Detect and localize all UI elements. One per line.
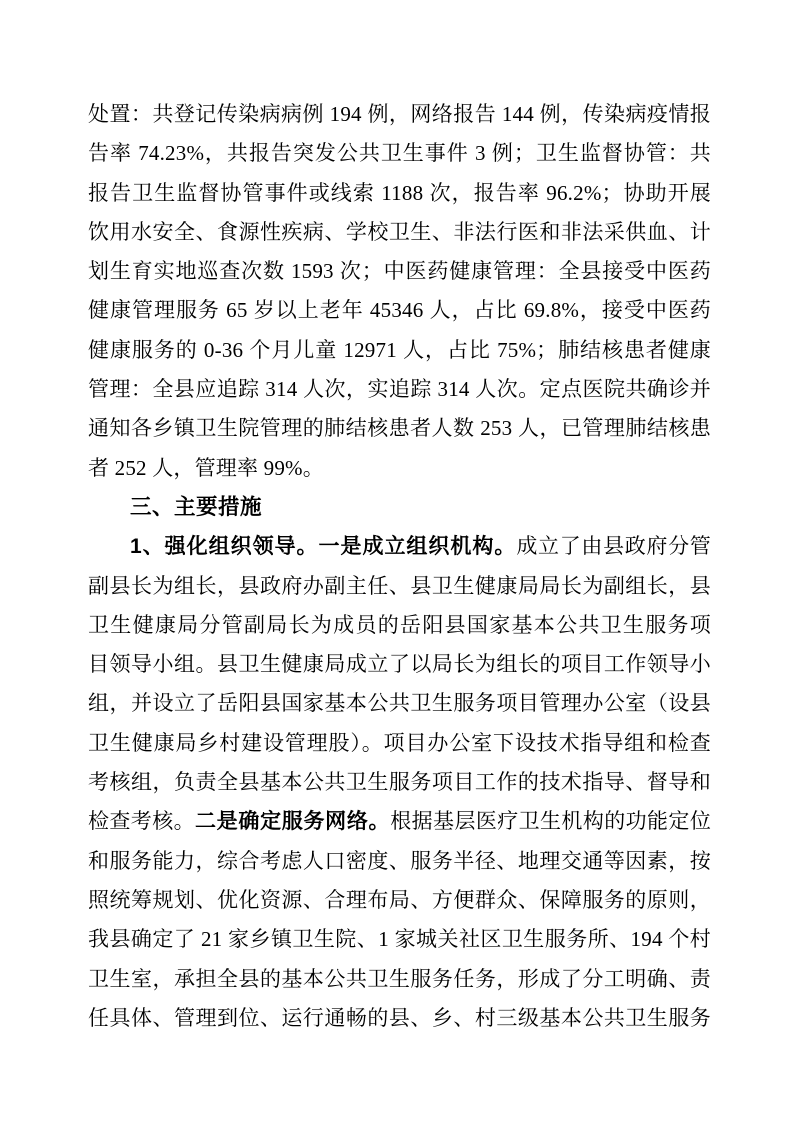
para-measure1-line-5 <box>88 684 711 723</box>
text-segment: 处置：共登记传染病病例 194 例，网络报告 144 例，传染病疫情报 <box>88 102 711 126</box>
para-measure1-line-12 <box>88 960 711 999</box>
para-overview-line-6 <box>88 291 711 330</box>
text-segment: 管理：全县应追踪 314 人次，实追踪 314 人次。定点医院共确诊并 <box>88 377 711 402</box>
para-overview-line-2 <box>88 134 711 173</box>
text-segment: 卫生健康局乡村建设管理股）。项目办公室下设技术指导组和检查 <box>88 730 711 755</box>
text-segment: 组，并设立了岳阳县国家基本公共卫生服务项目管理办公室（设县 <box>88 691 711 716</box>
text-segment: 健康服务的 0-36 个月儿童 12971 人，占比 75%；肺结核患者健康 <box>88 337 711 362</box>
para-overview-line-8 <box>88 370 711 409</box>
para-measure1-line-1 <box>88 527 711 566</box>
heading-main-measures <box>88 488 711 527</box>
para-measure1-line-9 <box>88 842 711 881</box>
text-segment: 考核组，负责全县基本公共卫生服务项目工作的技术指导、督导和 <box>88 770 711 795</box>
para-measure1-line-4 <box>88 645 711 684</box>
text-segment: 成立了由县政府分管 <box>516 534 711 559</box>
text-segment: 卫生室，承担全县的基本公共卫生服务任务，形成了分工明确、责 <box>88 966 711 991</box>
para-measure1-line-10 <box>88 881 711 920</box>
text-segment: 根据基层医疗卫生机构的功能定位 <box>390 809 712 834</box>
para-measure1-line-8 <box>88 802 711 841</box>
text-segment: 我县确定了 21 家乡镇卫生院、1 家城关社区卫生服务所、194 个村 <box>88 927 711 952</box>
text-segment: 饮用水安全、食源性疾病、学校卫生、非法行医和非法采供血、计 <box>88 219 711 244</box>
bold-text-segment: 三、主要措施 <box>130 494 263 519</box>
para-measure1-line-13 <box>88 999 711 1038</box>
text-segment: 照统筹规划、优化资源、合理布局、方便群众、保障服务的原则， <box>88 887 711 912</box>
text-segment: 健康管理服务 65 岁以上老年 45346 人，占比 69.8%，接受中医药 <box>88 298 711 323</box>
para-overview-line-9 <box>88 409 711 448</box>
para-measure1-line-2 <box>88 567 711 606</box>
text-segment: 卫生健康局分管副局长为成员的岳阳县国家基本公共卫生服务项 <box>88 612 711 637</box>
text-segment: 目领导小组。县卫生健康局成立了以局长为组长的项目工作领导小 <box>88 652 711 677</box>
document-text-block <box>88 95 711 1038</box>
bold-text-segment: 二是确定服务网络。 <box>194 810 391 834</box>
para-overview-line-5 <box>88 252 711 291</box>
para-measure1-line-6 <box>88 724 711 763</box>
text-segment: 检查考核。 <box>88 809 195 834</box>
text-segment: 副县长为组长，县政府办副主任、县卫生健康局局长为副组长，县 <box>88 573 711 598</box>
text-segment: 通知各乡镇卫生院管理的肺结核患者人数 253 人，已管理肺结核患 <box>88 416 711 441</box>
text-segment: 和服务能力，综合考虑人口密度、服务半径、地理交通等因素，按 <box>88 848 711 873</box>
text-segment: 划生育实地巡查次数 1593 次；中医药健康管理：全县接受中医药 <box>88 259 711 284</box>
text-segment: 报告卫生监督协管事件或线索 1188 次，报告率 96.2%；协助开展 <box>88 180 711 205</box>
para-measure1-line-11 <box>88 920 711 959</box>
para-overview-line-1 <box>88 95 711 134</box>
text-segment: 者 252 人，管理率 99%。 <box>88 455 324 480</box>
para-overview-line-10 <box>88 449 711 488</box>
para-overview-line-4 <box>88 213 711 252</box>
para-overview-line-3 <box>88 174 711 213</box>
para-measure1-line-3 <box>88 606 711 645</box>
text-segment: 任具体、管理到位、运行通畅的县、乡、村三级基本公共卫生服务 <box>88 1005 711 1030</box>
para-measure1-line-7 <box>88 763 711 802</box>
text-segment: 告率 74.23%，共报告突发公共卫生事件 3 例；卫生监督协管：共 <box>88 141 711 166</box>
bold-text-segment: 1、强化组织领导。一是成立组织机构。 <box>130 535 517 559</box>
para-overview-line-7 <box>88 331 711 370</box>
